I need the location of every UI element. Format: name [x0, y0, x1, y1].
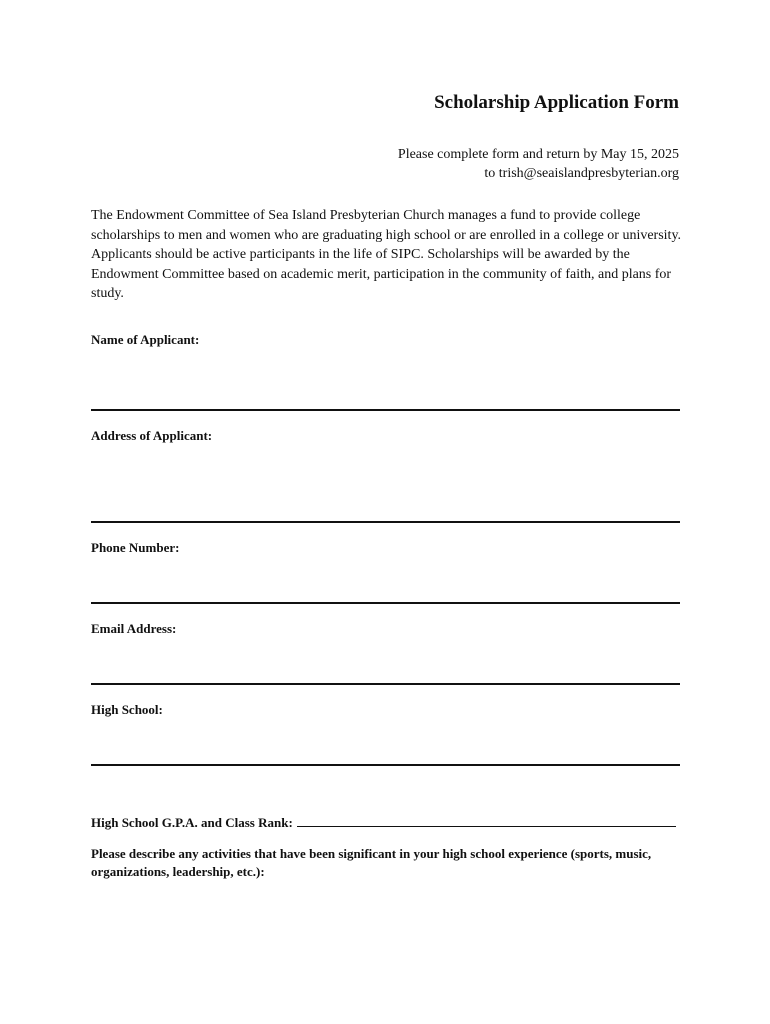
form-title: Scholarship Application Form [434, 92, 679, 113]
phone-label: Phone Number: [91, 540, 180, 555]
email-label: Email Address: [91, 621, 177, 636]
name-field-line[interactable] [91, 409, 680, 411]
address-field-line[interactable] [91, 521, 680, 523]
gpa-rank-row [91, 814, 680, 831]
phone-field-line[interactable] [91, 602, 680, 604]
high-school-label: High School: [91, 702, 163, 717]
activities-prompt: Please describe any activities that have been significant in your high school experience (sports, music, organizations, leadership, etc.): [91, 846, 652, 879]
instructions-deadline: Please complete form and return by May 15, 2025 [397, 147, 679, 162]
high-school-field-line[interactable] [91, 764, 680, 766]
address-label: Address of Applicant: [91, 428, 213, 443]
gpa-rank-blank[interactable] [297, 814, 676, 827]
instructions-email: to trish@seaislandpresbyterian.org [484, 166, 679, 181]
email-field-line[interactable] [91, 683, 680, 685]
intro-paragraph: The Endowment Committee of Sea Island Presbyterian Church manages a fund to provide college scholarships to men and women who are graduating high school or are enrolled in a college or university. Applicants should be active participants in the life of SIPC. Scholarships will be awarded by the Endowment Committee based on academic merit, participation in the community of faith, and plans for study. [91, 208, 682, 302]
gpa-rank-label: High School G.P.A. and Class Rank: [91, 815, 293, 830]
name-label: Name of Applicant: [91, 332, 200, 347]
submission-instructions [398, 145, 679, 183]
